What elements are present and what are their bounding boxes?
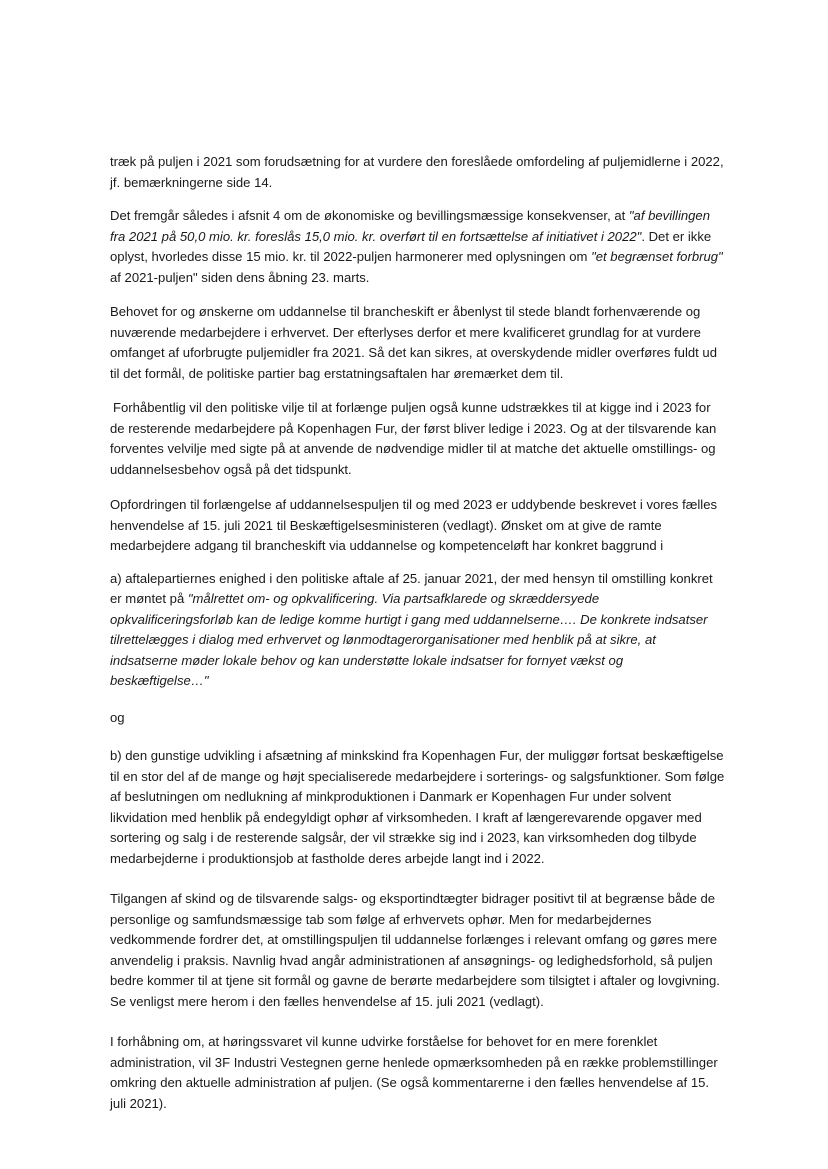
paragraph-forhaabentlig: Forhåbentlig vil den politiske vilje til at forlænge puljen også kunne udstrækkes til at kigge ind i 2023 for de resterende medarbejdere på Kopenhagen Fur, der først bliver ledige i 2023. Og at der tilsvarende kan forventes velvilje med sigte på at anvende de nødvendige midler til at matche det aktuelle omstillings- og uddannelsesbehov også på det tidspunkt. [110, 400, 717, 477]
paragraph-fremgar-text-1: Det fremgår således i afsnit 4 om de økonomiske og bevillingsmæssige konsekvenser, at [110, 208, 629, 223]
paragraph-intro: træk på puljen i 2021 som forudsætning for at vurdere den foreslåede omfordeling af puljemidlerne i 2022, jf. bemærkningerne side 14. [110, 154, 724, 190]
paragraph-iforhaabning: I forhåbning om, at høringssvaret vil kunne udvirke forståelse for behovet for en mere forenklet administration, vil 3F Industri Vestegnen gerne henlede opmærksomheden på en række problemstillinger omkring den aktuelle administration af puljen. (Se også kommentarerne i den fælles henvendelse af 15. juli 2021). [110, 1034, 718, 1111]
paragraph-point-a-quote: "målrettet om- og opkvalificering. Via partsafklarede og skræddersyede opkvalificeringsforløb kan de ledige komme hurtigt i gang med uddannelserne…. De konkrete indsatser tilrettelægges i dialog med erhvervet og lønmodtagerorganisationer med henblik på at sikre, at indsatserne møder lokale behov og kan understøtte lokale indsatser for fornyet vækst og beskæftigelse…" [110, 591, 708, 688]
paragraph-tilgangen: Tilgangen af skind og de tilsvarende salgs- og eksportindtægter bidrager positivt til at begrænse både de personlige og samfundsmæssige tab som følge af erhvervets ophør. Men for medarbejdernes vedkommende fordrer det, at omstillingspuljen til uddannelse forlænges i relevant omfang og gøres mere anvendelig i praksis. Navnlig hvad angår administrationen af ansøgnings- og ledighedsforhold, så puljen bedre kommer til at tjene sit formål og gavne de berørte medarbejdere som tilsigtet i aftaler og lovgivning. Se venligst mere herom i den fælles henvendelse af 15. juli 2021 (vedlagt). [110, 891, 720, 1009]
paragraph-fremgar [110, 206, 725, 288]
paragraph-og: og [110, 709, 125, 725]
paragraph-point-b: b) den gunstige udvikling i afsætning af minkskind fra Kopenhagen Fur, der muliggør fortsat beskæftigelse til en stor del af de mange og højt specialiserede medarbejdere i sorterings- og salgsfunktioner. Som følge af beslutningen om nedlukning af minkproduktionen i Danmark er Kopenhagen Fur under solvent likvidation med henblik på endegyldigt ophør af virksomheden. I kraft af længerevarende opgaver med sortering og salg i de resterende salgsår, der vil strække sig ind i 2023, kan virksomheden dog tilbyde medarbejderne i produktionsjob at fastholde deres arbejde langt ind i 2022. [110, 748, 725, 866]
paragraph-behovet: Behovet for og ønskerne om uddannelse til brancheskift er åbenlyst til stede blandt forhenværende og nuværende medarbejdere i erhvervet. Der efterlyses derfor et mere kvalificeret grundlag for at vurdere omfanget af uforbrugte puljemidler fra 2021. Så det kan sikres, at overskydende midler overføres fuldt ud til det formål, de politiske partier bag erstatningsaftalen har øremærket dem til. [110, 304, 717, 381]
document-body [110, 152, 725, 1114]
paragraph-point-a-text: a) aftalepartiernes enighed i den politiske aftale af 25. januar 2021, der med hensyn til omstilling konkret er møntet på [110, 570, 713, 606]
paragraph-fremgar-quote-1: "af bevillingen fra 2021 på 50,0 mio. kr. foreslås 15,0 mio. kr. overført til en fortsættelse af initiativet i 2022" [110, 208, 710, 244]
paragraph-fremgar-text-3: af 2021-puljen" siden dens åbning 23. marts. [110, 269, 370, 285]
paragraph-opfordringen: Opfordringen til forlængelse af uddannelsespuljen til og med 2023 er uddybende beskrevet i vores fælles henvendelse af 15. juli 2021 til Beskæftigelsesministeren (vedlagt). Ønsket om at give de ramte medarbejdere adgang til brancheskift via uddannelse og kompetenceløft har konkret baggrund i [110, 497, 718, 553]
paragraph-fremgar-quote-2: "et begrænset forbrug" [591, 249, 723, 264]
paragraph-point-a [110, 569, 725, 692]
paragraph-fremgar-text-2: . Det er ikke oplyst, hvorledes disse 15 mio. kr. til 2022-puljen harmonerer med oplysningen om [110, 228, 712, 264]
